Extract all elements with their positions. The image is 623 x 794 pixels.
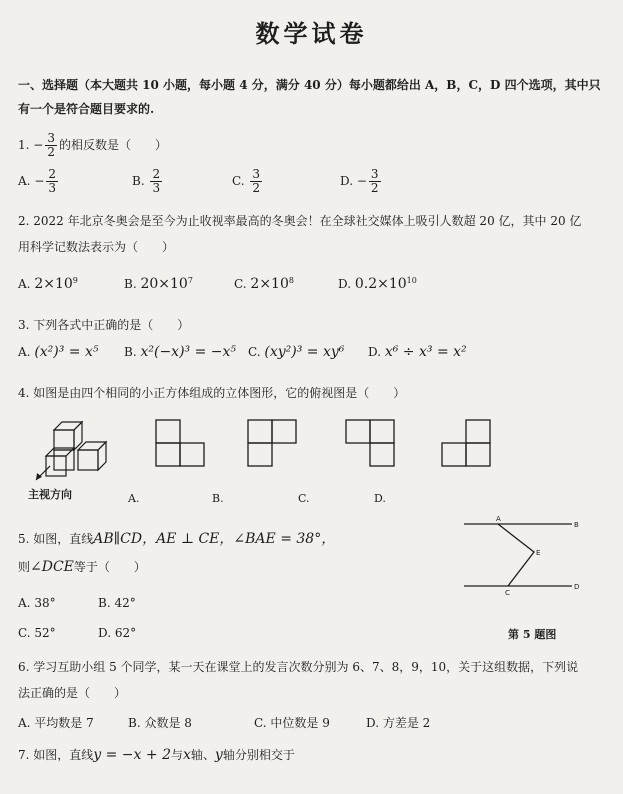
point-c-label: C xyxy=(505,589,510,597)
q4-view-direction-label: 主视方向 xyxy=(28,488,72,501)
q4-option-a-figure xyxy=(154,418,210,468)
point-b-label: B xyxy=(574,521,579,529)
point-d-label: D xyxy=(574,583,580,591)
line-aec xyxy=(498,524,534,586)
q6-stem-line2: 法正确的是（ ） xyxy=(18,686,127,700)
q3-option-b: B. x²(−x)³ = −x⁵ xyxy=(124,344,237,360)
q1-option-a: A. − $\frac{2}{3}$ xyxy=(18,167,57,195)
q2-option-b: B. $20\times 10^7$ xyxy=(124,276,193,292)
q1-option-b: B. $\frac{2}{3}$ xyxy=(132,167,161,195)
q4-option-c-figure xyxy=(344,418,400,468)
q3-option-d: D. x⁶ ÷ x³ = x² xyxy=(368,344,467,360)
q5-figure-caption: 第 5 题图 xyxy=(508,628,557,641)
q3-option-a: A. (x²)³ = x⁵ xyxy=(18,344,99,360)
q1-stem xyxy=(18,132,167,159)
q2-stem-line1: 2. 2022 年北京冬奥会是至今为止收视率最高的冬奥会！在全球社交媒体上吸引人数超 20 亿，其中 20 亿 xyxy=(18,214,582,228)
q5-figure xyxy=(458,514,586,600)
q4-option-d-figure xyxy=(440,418,496,468)
q4-option-b-label: B. xyxy=(212,492,224,505)
q4-stem: 4. 如图是由四个相同的小正方体组成的立体图形，它的俯视图是（ ） xyxy=(18,386,406,400)
q5-option-d: D. 62° xyxy=(98,626,137,640)
cube-mid-front xyxy=(54,450,74,470)
q6-option-a: A. 平均数是 7 xyxy=(18,716,94,730)
cube-left-top xyxy=(46,448,74,456)
cube-top-front xyxy=(54,430,74,450)
q4-cube-figure xyxy=(22,418,122,488)
q1-option-c: C. $\frac{3}{2}$ xyxy=(232,167,261,195)
q1-option-d: D. − $\frac{3}{2}$ xyxy=(340,167,379,195)
q5-option-b: B. 42° xyxy=(98,596,136,610)
q1-prefix: 1. − xyxy=(18,138,44,152)
q1-stem-fraction: $\frac{3}{2}$ xyxy=(47,131,55,159)
point-a-label: A xyxy=(496,515,501,523)
q5-stem: 5. 如图，直线AB∥CD，AE ⊥ CE，∠BAE = 38°， xyxy=(18,531,336,547)
q3-option-c: C. (xy²)³ = xy⁶ xyxy=(248,344,345,360)
q4-option-d-label: D. xyxy=(374,492,386,505)
page-title: 数学试卷 xyxy=(255,19,368,48)
q4-option-b-figure xyxy=(246,418,302,468)
q2-option-d: D. $0.2\times 10^{10}$ xyxy=(338,276,417,292)
q6-option-b: B. 众数是 8 xyxy=(128,716,192,730)
q4-option-c-label: C. xyxy=(298,492,310,505)
cube-top-side xyxy=(74,422,82,450)
section-heading-line2: 有一个是符合题目要求的. xyxy=(18,102,155,116)
q7-stem: 7. 如图，直线y = −x + 2与x轴、y轴分别相交于 xyxy=(18,747,295,763)
section-heading-line1: 一、选择题（本大题共 10 小题，每小题 4 分，满分 40 分）每小题都给出 A，B，C，D 四个选项，其中只 xyxy=(18,78,601,92)
q6-option-d: D. 方差是 2 xyxy=(366,716,431,730)
q5-stem-line2: 则∠DCE等于（ ） xyxy=(18,559,146,575)
q4-option-a-label: A. xyxy=(128,492,140,505)
q6-stem-line1: 6. 学习互助小组 5 个同学，某一天在课堂上的发言次数分别为 6、7、8，9，10，关于这组数据，下列说 xyxy=(18,660,579,674)
q2-stem-line2: 用科学记数法表示为（ ） xyxy=(18,240,175,254)
q5-option-a: A. 38° xyxy=(18,596,56,610)
cube-right-front xyxy=(78,450,98,470)
q5-option-c: C. 52° xyxy=(18,626,56,640)
point-e-label: E xyxy=(536,549,541,557)
cube-left-front xyxy=(46,456,66,476)
q2-option-c: C. $2\times 10^8$ xyxy=(234,276,294,292)
q1-suffix: 的相反数是（ ） xyxy=(58,138,167,152)
q2-option-a: A. $2\times 10^9$ xyxy=(18,276,78,292)
cube-right-side xyxy=(98,442,106,470)
q3-stem: 3. 下列各式中正确的是（ ） xyxy=(18,318,190,332)
q6-option-c: C. 中位数是 9 xyxy=(254,716,330,730)
